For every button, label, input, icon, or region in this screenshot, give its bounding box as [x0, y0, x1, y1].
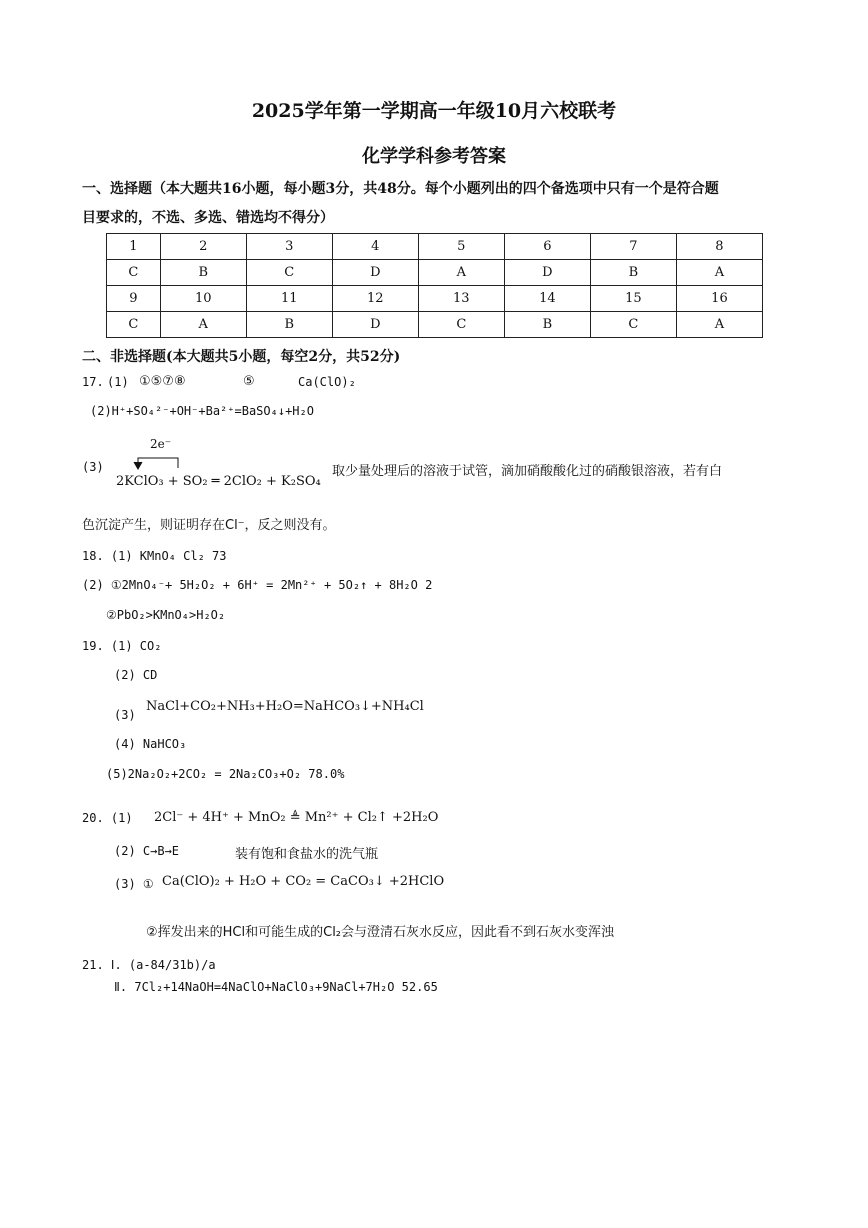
table-cell: C [590, 312, 676, 338]
q21-part1: 21. Ⅰ. (a-84/31b)/a [82, 958, 216, 972]
q20-part3-equation: Ca(ClO)₂ + H₂O + CO₂ = CaCO₃↓ +2HClO [162, 874, 445, 889]
table-cell: 9 [107, 286, 161, 312]
table-cell: D [332, 312, 418, 338]
answer-table [106, 233, 763, 338]
q17-part1-answer3: Ca(ClO)₂ [298, 375, 356, 389]
section1-heading-line1: 一、选择题（本大题共16小题，每小题3分，共48分。每个小题列出的四个备选项中只有一个是符合题 [82, 181, 719, 197]
page-subtitle: 化学学科参考答案 [362, 146, 506, 167]
q17-part3-text: 取少量处理后的溶液于试管，滴加硝酸酸化过的硝酸银溶液，若有白 [332, 464, 723, 479]
q20-part2-label: (2) C→B→E [114, 844, 180, 858]
table-cell: C [246, 260, 332, 286]
table-cell: 6 [504, 234, 590, 260]
q20-part3-text: ②挥发出来的HCl和可能生成的Cl₂会与澄清石灰水反应，因此看不到石灰水变浑浊 [146, 925, 615, 940]
table-cell: A [676, 312, 762, 338]
table-cell: 3 [246, 234, 332, 260]
q18-part2-order: ②PbO₂>KMnO₄>H₂O₂ [106, 608, 226, 622]
table-cell: 5 [418, 234, 504, 260]
table-cell: 16 [676, 286, 762, 312]
q19-part4: (4) NaHCO₃ [114, 737, 187, 751]
table-cell: 11 [246, 286, 332, 312]
q17-part3-text2: 色沉淀产生，则证明存在Cl⁻，反之则没有。 [82, 518, 336, 533]
table-cell: B [504, 312, 590, 338]
q17-part2: (2)H⁺+SO₄²⁻+OH⁻+Ba²⁺=BaSO₄↓+H₂O [90, 404, 314, 418]
q17-number: 17. [82, 375, 104, 389]
table-cell: 2 [160, 234, 246, 260]
section1-heading-line2: 目要求的，不选、多选、错选均不得分） [82, 210, 334, 226]
table-row [107, 260, 763, 286]
table-cell: A [160, 312, 246, 338]
table-cell: 15 [590, 286, 676, 312]
q20-part2-text: 装有饱和食盐水的洗气瓶 [235, 847, 379, 862]
q18-part1: 18. (1) KMnO₄ Cl₂ 73 [82, 549, 227, 563]
table-cell: A [676, 260, 762, 286]
q17-part3-equation: 2KClO₃ + SO₂ ═ 2ClO₂ + K₂SO₄ [116, 474, 321, 489]
table-cell: 7 [590, 234, 676, 260]
table-cell: 13 [418, 286, 504, 312]
q20-part1-equation: 2Cl⁻ + 4H⁺ + MnO₂ ≜ Mn²⁺ + Cl₂↑ +2H₂O [154, 810, 439, 825]
table-cell: A [418, 260, 504, 286]
q19-part3-equation: NaCl+CO₂+NH₃+H₂O=NaHCO₃↓+NH₄Cl [146, 699, 424, 714]
q18-part2: (2) ①2MnO₄⁻+ 5H₂O₂ + 6H⁺ = 2Mn²⁺ + 5O₂↑ + 8H₂O 2 [82, 578, 433, 592]
section2-heading: 二、非选择题(本大题共5小题，每空2分，共52分) [82, 349, 401, 365]
q17-part1-answer2: ⑤ [243, 374, 255, 389]
table-cell: D [504, 260, 590, 286]
q17-part1-answer1: ①⑤⑦⑧ [139, 374, 186, 389]
table-cell: B [246, 312, 332, 338]
table-cell: C [418, 312, 504, 338]
table-cell: B [590, 260, 676, 286]
q17-part1-label: (1) [107, 375, 129, 389]
q19-part1: 19. (1) CO₂ [82, 639, 162, 653]
table-cell: 14 [504, 286, 590, 312]
table-cell: C [107, 260, 161, 286]
table-row [107, 286, 763, 312]
q20-part3-label: (3) ① [114, 877, 154, 891]
page-title: 2025学年第一学期高一年级10月六校联考 [251, 100, 617, 122]
table-cell: D [332, 260, 418, 286]
table-cell: C [107, 312, 161, 338]
q21-part2: Ⅱ. 7Cl₂+14NaOH=4NaClO+NaClO₃+9NaCl+7H₂O 52.65 [114, 980, 438, 994]
table-cell: 12 [332, 286, 418, 312]
q19-part2: (2) CD [114, 668, 158, 682]
table-cell: 4 [332, 234, 418, 260]
table-cell: B [160, 260, 246, 286]
q17-part3-label: (3) [82, 460, 104, 474]
table-cell: 10 [160, 286, 246, 312]
table-row [107, 312, 763, 338]
q20-part1-label: 20. (1) [82, 811, 133, 825]
q19-part5: (5)2Na₂O₂+2CO₂ = 2Na₂CO₃+O₂ 78.0% [106, 767, 345, 781]
q19-part3-label: (3) [114, 708, 136, 722]
table-cell: 1 [107, 234, 161, 260]
table-row [107, 234, 763, 260]
table-cell: 8 [676, 234, 762, 260]
q17-electrons-label: 2e⁻ [150, 437, 172, 451]
